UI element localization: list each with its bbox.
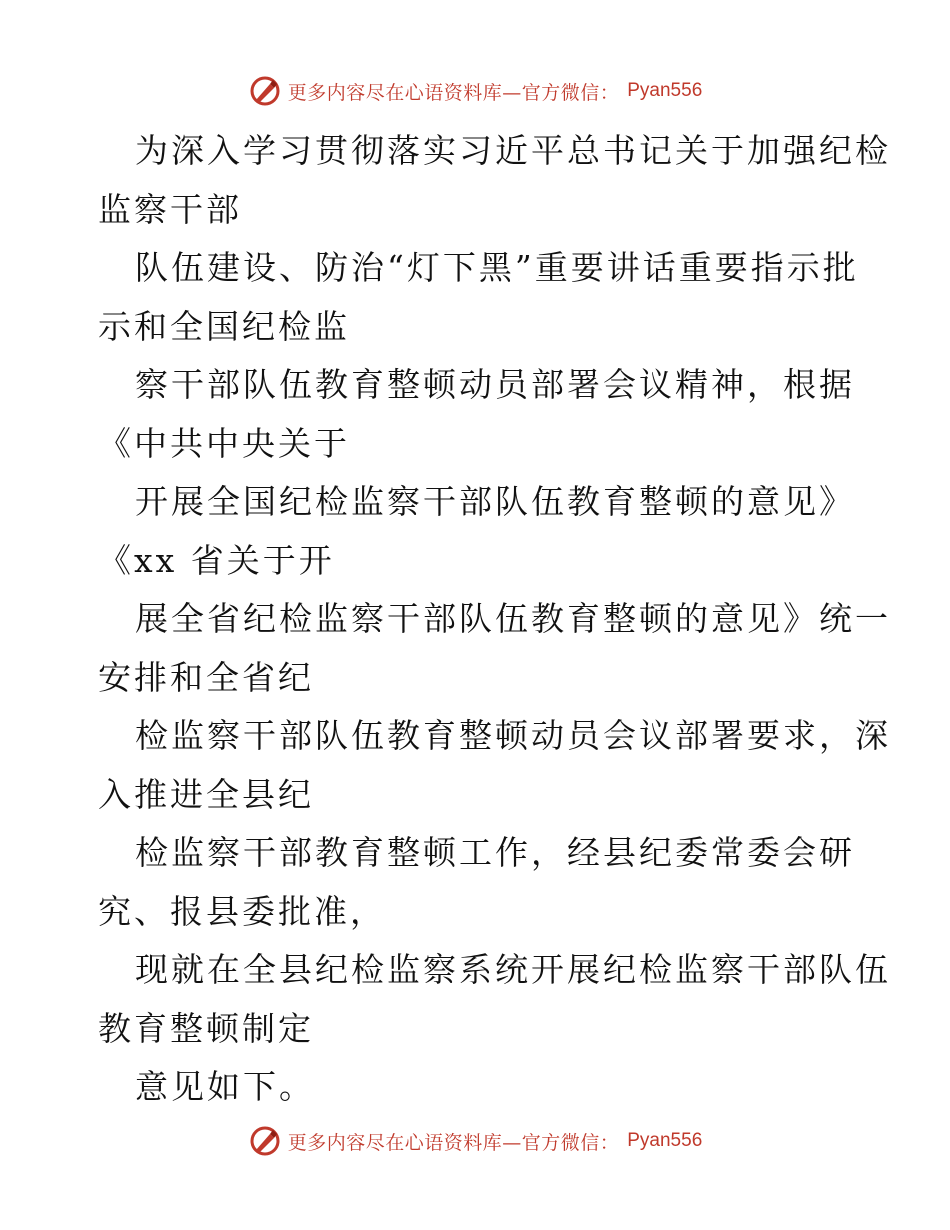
text-line: 展全省纪检监察干部队伍教育整顿的意见》统一 — [135, 599, 891, 638]
watermark-wechat-id: Pyan556 — [627, 1130, 703, 1151]
text-line: 示和全国纪检监 — [98, 306, 350, 346]
text-line: 安排和全省纪 — [98, 657, 314, 697]
text-line: 为深入学习贯彻落实习近平总书记关于加强纪检 — [135, 131, 891, 170]
watermark-text: 更多内容尽在心语资料库—官方微信： — [287, 1131, 620, 1154]
pen-logo-icon — [248, 1124, 282, 1158]
text-line: 教育整顿制定 — [98, 1008, 314, 1048]
text-line: 检监察干部教育整顿工作，经县纪委常委会研 — [135, 833, 855, 872]
text-line: 队伍建设、防治“灯下黑”重要讲话重要指示批 — [135, 248, 859, 287]
text-line: 入推进全县纪 — [98, 774, 314, 814]
text-line: 开展全国纪检监察干部队伍教育整顿的意见》 — [135, 482, 855, 521]
text-line: 《xx 省关于开 — [98, 540, 335, 580]
text-line: 《中共中央关于 — [98, 423, 350, 463]
footer-watermark — [0, 1121, 950, 1161]
pen-logo-icon — [248, 74, 282, 108]
watermark-text: 更多内容尽在心语资料库—官方微信： — [287, 81, 620, 104]
text-line: 监察干部 — [98, 189, 242, 229]
text-line: 检监察干部队伍教育整顿动员会议部署要求，深 — [135, 716, 891, 755]
header-watermark — [0, 71, 950, 111]
text-line: 察干部队伍教育整顿动员部署会议精神，根据 — [135, 365, 855, 404]
text-line: 意见如下。 — [135, 1067, 315, 1106]
text-line: 究、报县委批准， — [98, 891, 386, 931]
text-line: 现就在全县纪检监察系统开展纪检监察干部队伍 — [135, 950, 891, 989]
watermark-wechat-id: Pyan556 — [627, 80, 703, 101]
document-body — [98, 122, 891, 1117]
